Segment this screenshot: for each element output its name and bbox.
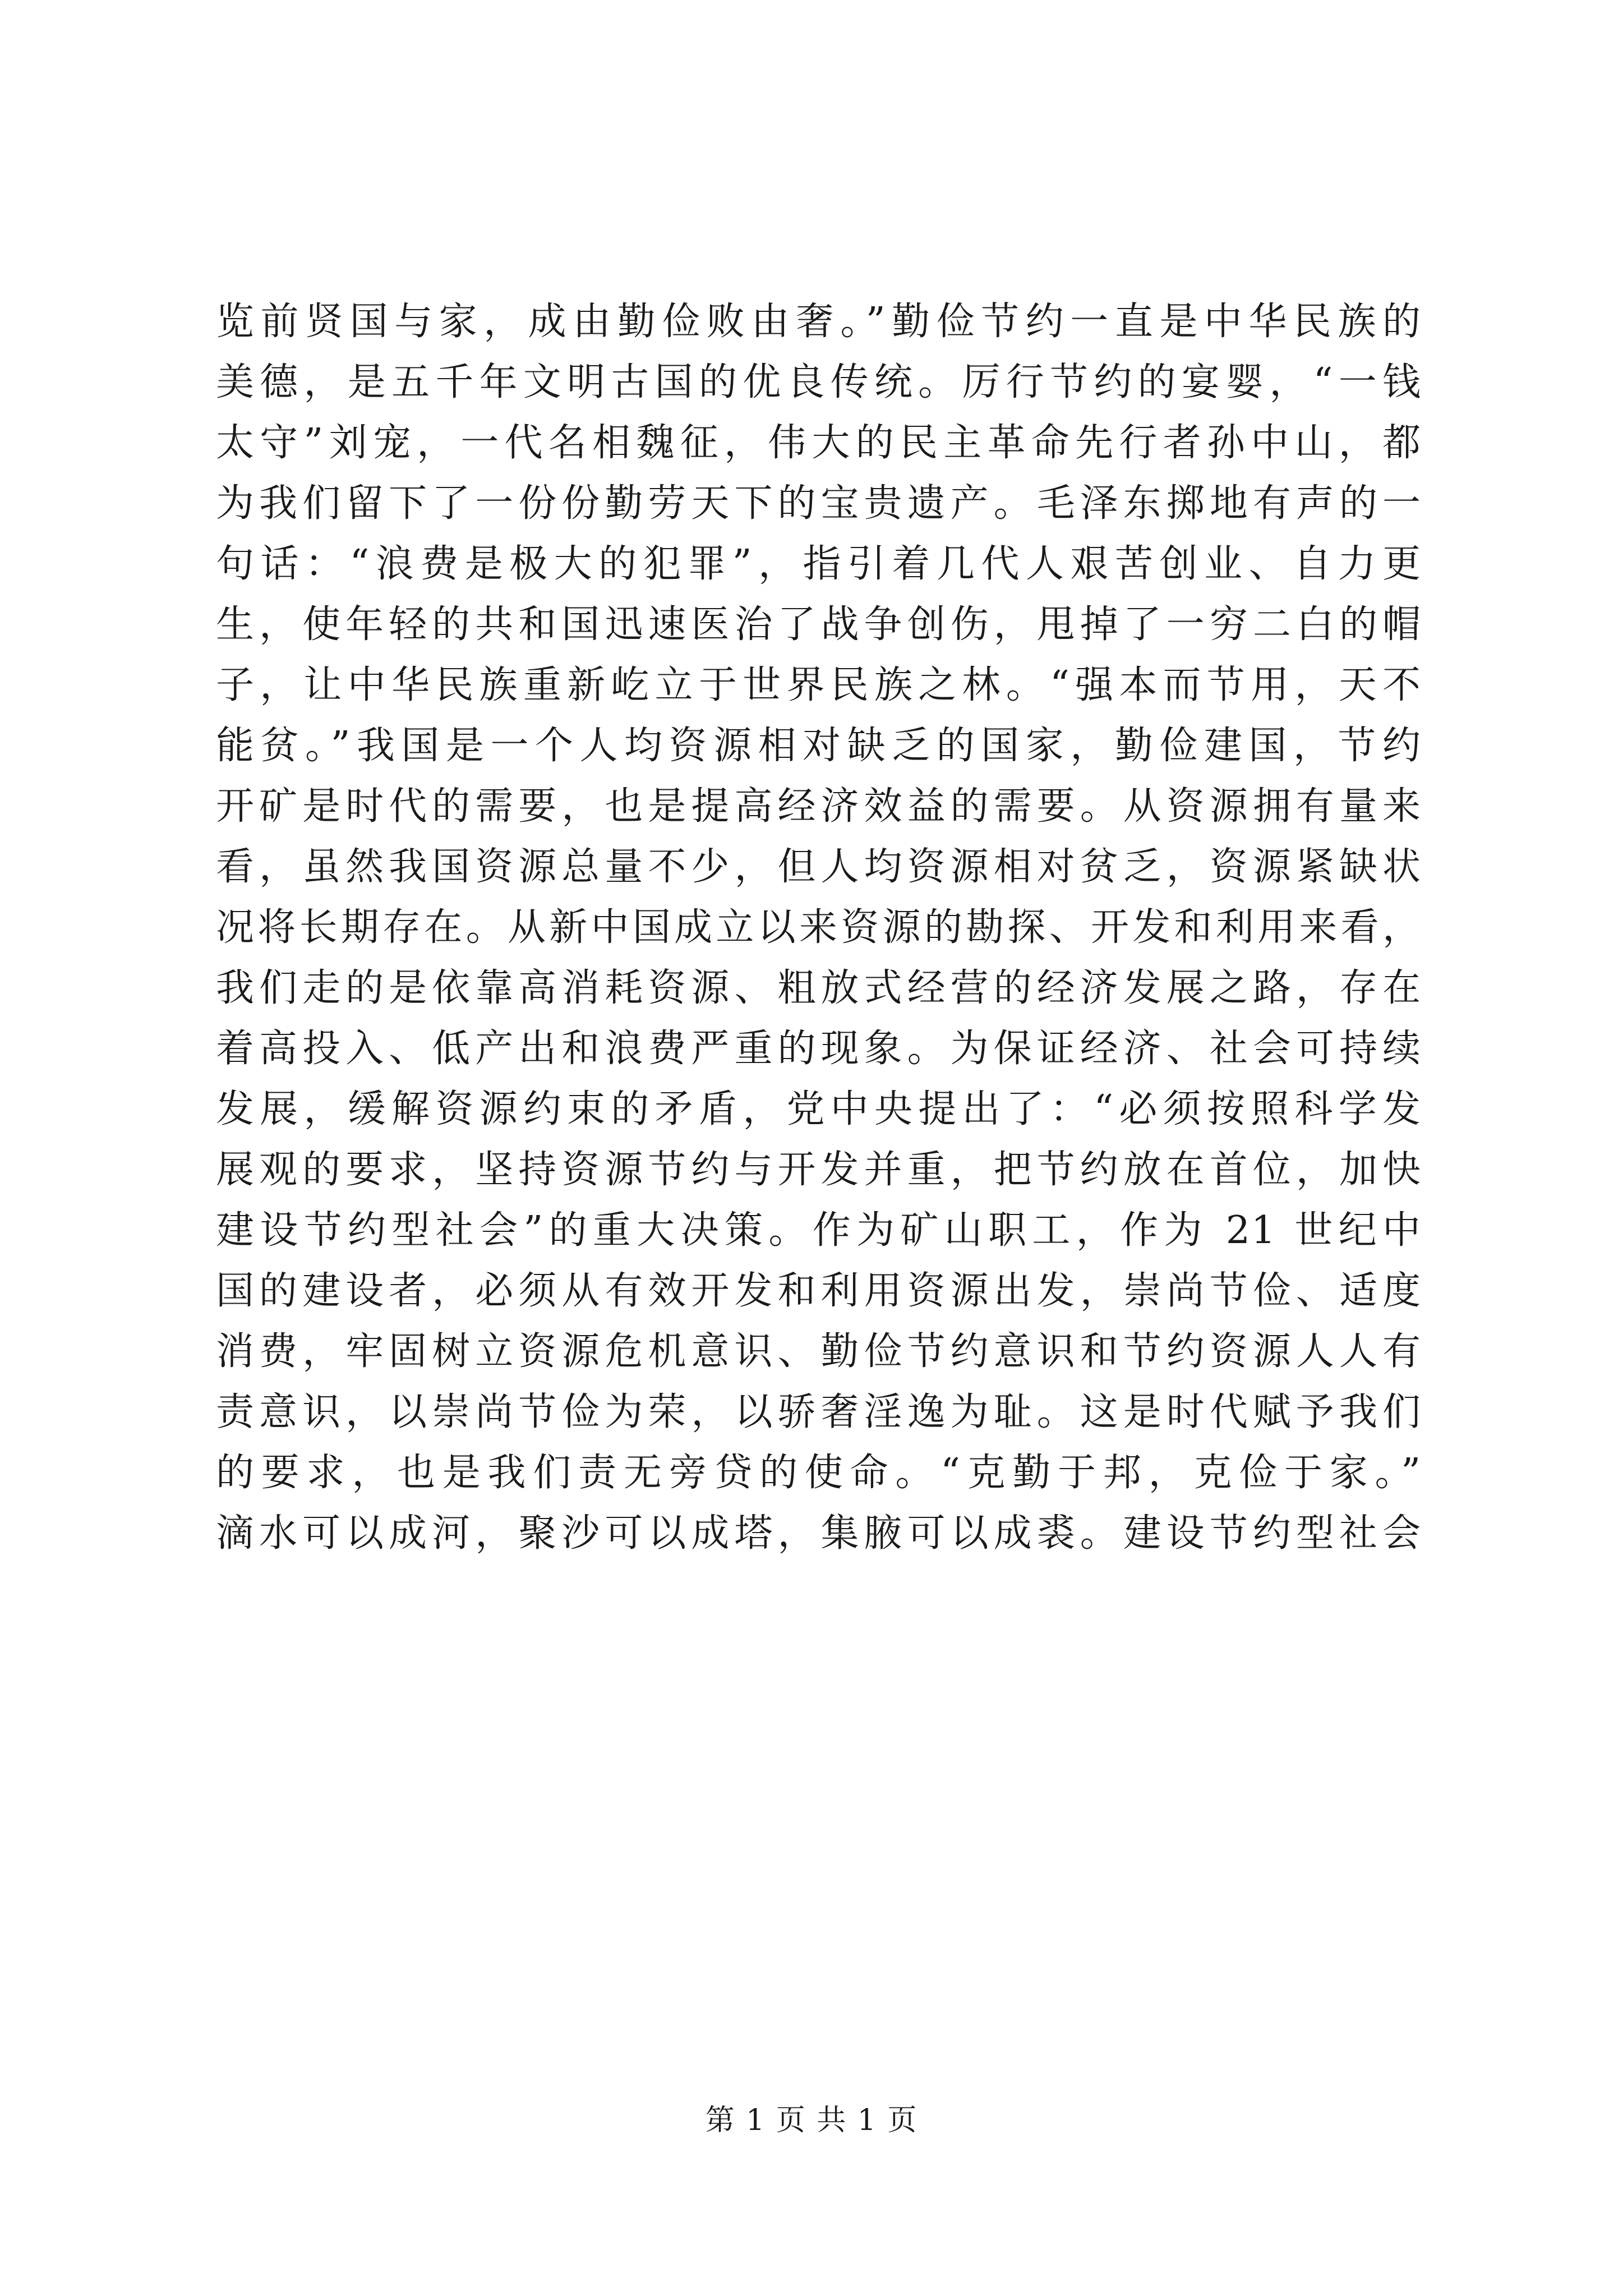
- text-line: 句话：“浪费是极大的犯罪”，指引着几代人艰苦创业、自力更: [216, 542, 1422, 586]
- text-line: 子，让中华民族重新屹立于世界民族之林。“强本而节用，天不: [216, 663, 1422, 707]
- text-line: 消费，牢固树立资源危机意识、勤俭节约意识和节约资源人人有: [216, 1329, 1422, 1374]
- text-line: 展观的要求，坚持资源节约与开发并重，把节约放在首位，加快: [216, 1148, 1422, 1192]
- text-line: 滴水可以成河，聚沙可以成塔，集腋可以成裘。建设节约型社会: [216, 1511, 1422, 1556]
- body-text: [216, 292, 1422, 1564]
- text-line: 美德，是五千年文明古国的优良传统。厉行节约的宴婴，“一钱: [216, 360, 1422, 404]
- text-line: 看，虽然我国资源总量不少，但人均资源相对贫乏，资源紧缺状: [216, 845, 1422, 889]
- text-line: 发展，缓解资源约束的矛盾，党中央提出了：“必须按照科学发: [216, 1087, 1422, 1131]
- text-line: 建设节约型社会”的重大决策。作为矿山职工，作为 21 世纪中: [216, 1208, 1422, 1253]
- text-line: 我们走的是依靠高消耗资源、粗放式经营的经济发展之路，存在: [216, 966, 1422, 1010]
- text-line: 的要求，也是我们责无旁贷的使命。“克勤于邦，克俭于家。”: [216, 1451, 1422, 1495]
- text-line: 责意识，以崇尚节俭为荣，以骄奢淫逸为耻。这是时代赋予我们: [216, 1390, 1422, 1434]
- text-line: 览前贤国与家，成由勤俭败由奢。”勤俭节约一直是中华民族的: [216, 300, 1422, 344]
- page-footer: 第 1 页 共 1 页: [705, 2104, 918, 2137]
- text-line: 着高投入、低产出和浪费严重的现象。为保证经济、社会可持续: [216, 1027, 1422, 1071]
- text-line: 能贫。”我国是一个人均资源相对缺乏的国家，勤俭建国，节约: [216, 724, 1422, 768]
- text-line: 开矿是时代的需要，也是提高经济效益的需要。从资源拥有量来: [216, 784, 1422, 829]
- text-line: 为我们留下了一份份勤劳天下的宝贵遗产。毛泽东掷地有声的一: [216, 481, 1422, 526]
- text-line: 生，使年轻的共和国迅速医治了战争创伤，甩掉了一穷二白的帽: [216, 602, 1422, 647]
- text-line: 太守”刘宠，一代名相魏征，伟大的民主革命先行者孙中山，都: [216, 421, 1422, 465]
- text-line: 况将长期存在。从新中国成立以来资源的勘探、开发和利用来看，: [216, 905, 1422, 950]
- text-line: 国的建设者，必须从有效开发和利用资源出发，崇尚节俭、适度: [216, 1269, 1422, 1313]
